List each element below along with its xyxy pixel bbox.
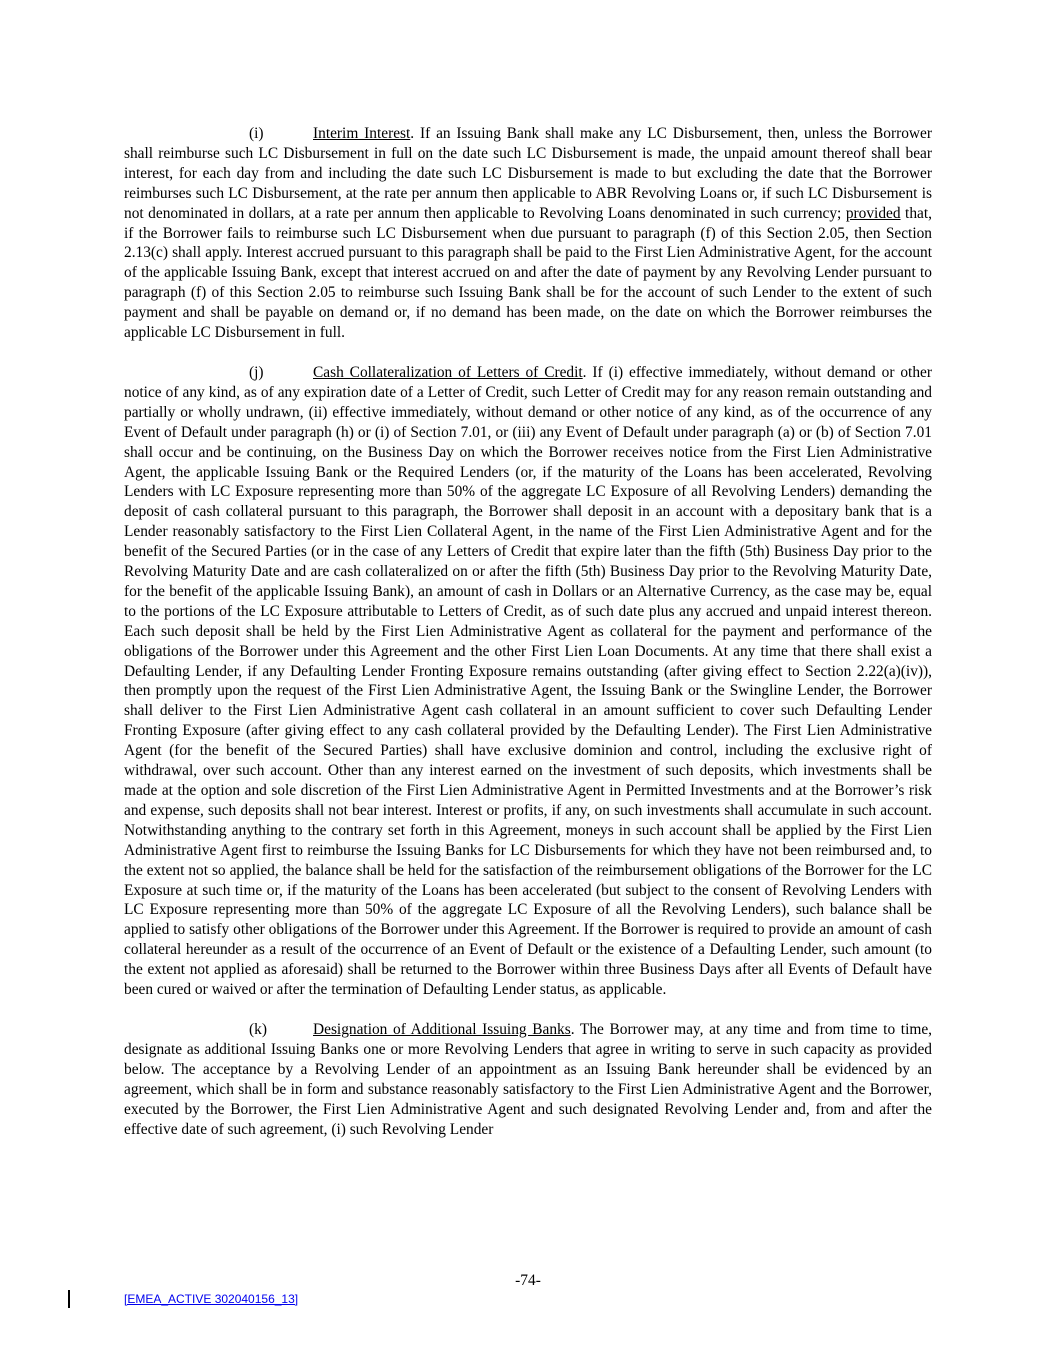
paragraph-heading: Cash Collateralization of Letters of Credit	[313, 363, 583, 381]
provided-term: provided	[845, 204, 901, 222]
paragraph-i	[124, 124, 932, 343]
paragraph-text: . The Borrower may, at any time and from time to time, designate as additional Issuing Banks one or more Revolving Lenders that agree in writing to serve in such capacity as provided below. The acceptance by a Revolving Lender of an appointment as an Issuing Bank hereunder shall be evidenced by an agreement, which shall be in form and substance reasonably satisfactory to the First Lien Administrative Agent and the Borrower, executed by the Borrower, the First Lien Administrative Agent and such designated Revolving Lender and, from and after the effective date of such agreement, (i) such Revolving Lender	[124, 1020, 933, 1138]
document-body	[124, 124, 932, 1159]
paragraph-text: that, if the Borrower fails to reimburse such LC Disbursement when due pursuant to paragraph (f) of this Section 2.05, then Section 2.13(c) shall apply. Interest accrued pursuant to this paragraph shall be paid to the First Lien Administrative Agent, for the account of the applicable Issuing Bank, except that interest accrued on and after the date of payment by any Revolving Lender pursuant to paragraph (f) of this Section 2.05 to reimburse such Issuing Bank shall be for the account of such Lender to the extent of such payment and shall be payable on demand or, if no demand has been made, on the date on which the Borrower reimburses the applicable LC Disbursement in full.	[124, 204, 932, 342]
paragraph-k	[124, 1020, 932, 1139]
paragraph-text: . If an Issuing Bank shall make any LC Disbursement, then, unless the Borrower shall reimburse such LC Disbursement in full on the date such LC Disbursement is made, the unpaid amount thereof shall bear interest, for each day from and including the date such LC Disbursement is made to but excluding the date that the Borrower reimburses such LC Disbursement, at the rate per annum then applicable to ABR Revolving Loans or, if such LC Disbursement is not denominated in dollars, at a rate per annum then applicable to Revolving Loans denominated in such currency;	[124, 125, 932, 222]
paragraph-j	[124, 363, 932, 1000]
paragraph-label: (k)	[249, 1020, 267, 1038]
footer-document-reference[interactable]: [EMEA_ACTIVE 302040156_13]	[124, 1292, 299, 1306]
paragraph-heading: Designation of Additional Issuing Banks	[313, 1020, 571, 1038]
change-bar	[68, 1290, 70, 1308]
paragraph-text: . If (i) effective immediately, without demand or other notice of any kind, as of any expiration date of a Letter of Credit, such Letter of Credit may for any reason remain outstanding and partially or wholly undrawn, (ii) effective immediately, without demand or other notice of any kind, as of the occurrence of any Event of Default under paragraph (h) or (i) of Section 7.01, or (iii) any Event of Default under paragraph (a) or (b) of Section 7.01 shall occur and be continuing, on the Business Day on which the Borrower receives notice from the First Lien Administrative Agent, the applicable Issuing Bank or the Required Lenders (or, if the maturity of the Loans has been accelerated, Revolving Lenders with LC Exposure representing more than 50% of the aggregate LC Exposure of all Revolving Lenders) demanding the deposit of cash collateral pursuant to this paragraph, the Borrower shall deposit in an account with a depositary bank that is a Lender reasonably satisfactory to the First Lien Collateral Agent, in the name of the First Lien Administrative Agent and for the benefit of the Secured Parties (or in the case of any Letters of Credit that expire later than the fifth (5th) Business Day prior to the Revolving Maturity Date and are cash collateralized on or after the fifth (5th) Business Day prior to the Revolving Maturity Date, for the benefit of the applicable Issuing Bank), an amount of cash in Dollars or an Alternative Currency, as the case may be, equal to the portions of the LC Exposure attributable to Letters of Credit, as of such date plus any accrued and unpaid interest thereon. Each such deposit shall be held by the First Lien Administrative Agent as collateral for the payment and performance of the obligations of the Borrower under this Agreement and the other First Lien Loan Documents. At any time that there shall exist a Defaulting Lender, if any Defaulting Lender Fronting Exposure remains outstanding (after giving effect to Section 2.22(a)(iv)), then promptly upon the request of the First Lien Administrative Agent, the Issuing Bank or the Swingline Lender, the Borrower shall deliver to the First Lien Administrative Agent cash collateral in an amount sufficient to cover such Defaulting Lender Fronting Exposure (after giving effect to any cash collateral provided by the Defaulting Lender). The First Lien Administrative Agent (for the benefit of the Secured Parties) shall have exclusive dominion and control, including the exclusive right of withdrawal, over such account. Other than any interest earned on the investment of such deposits, which investments shall be made at the option and sole discretion of the First Lien Administrative Agent in Permitted Investments and at the Borrower’s risk and expense, such deposits shall not bear interest. Interest or profits, if any, on such investments shall accumulate in such account. Notwithstanding anything to the contrary set forth in this Agreement, moneys in such account shall be applied by the First Lien Administrative Agent first to reimburse the Issuing Banks for LC Disbursements for which they have not been reimbursed and, to the extent not so applied, the balance shall be held for the satisfaction of the reimbursement obligations of the Borrower for the LC Exposure at such time or, if the maturity of the Loans has been accelerated (but subject to the consent of Revolving Lenders with LC Exposure representing more than 50% of the aggregate LC Exposure of all the Revolving Lenders), such balance shall be applied to satisfy other obligations of the Borrower under this Agreement. If the Borrower is required to provide an amount of cash collateral hereunder as a result of the occurrence of an Event of Default or the existence of a Defaulting Lender, such amount (to the extent not applied as aforesaid) shall be returned to the Borrower within three Business Days after all Events of Default have been cured or waived or after the termination of Defaulting Lender status, as applicable.	[124, 363, 932, 999]
page-number: -74-	[515, 1272, 541, 1289]
paragraph-heading: Interim Interest	[313, 125, 411, 142]
paragraph-label: (j)	[249, 363, 264, 381]
paragraph-label: (i)	[249, 125, 264, 142]
